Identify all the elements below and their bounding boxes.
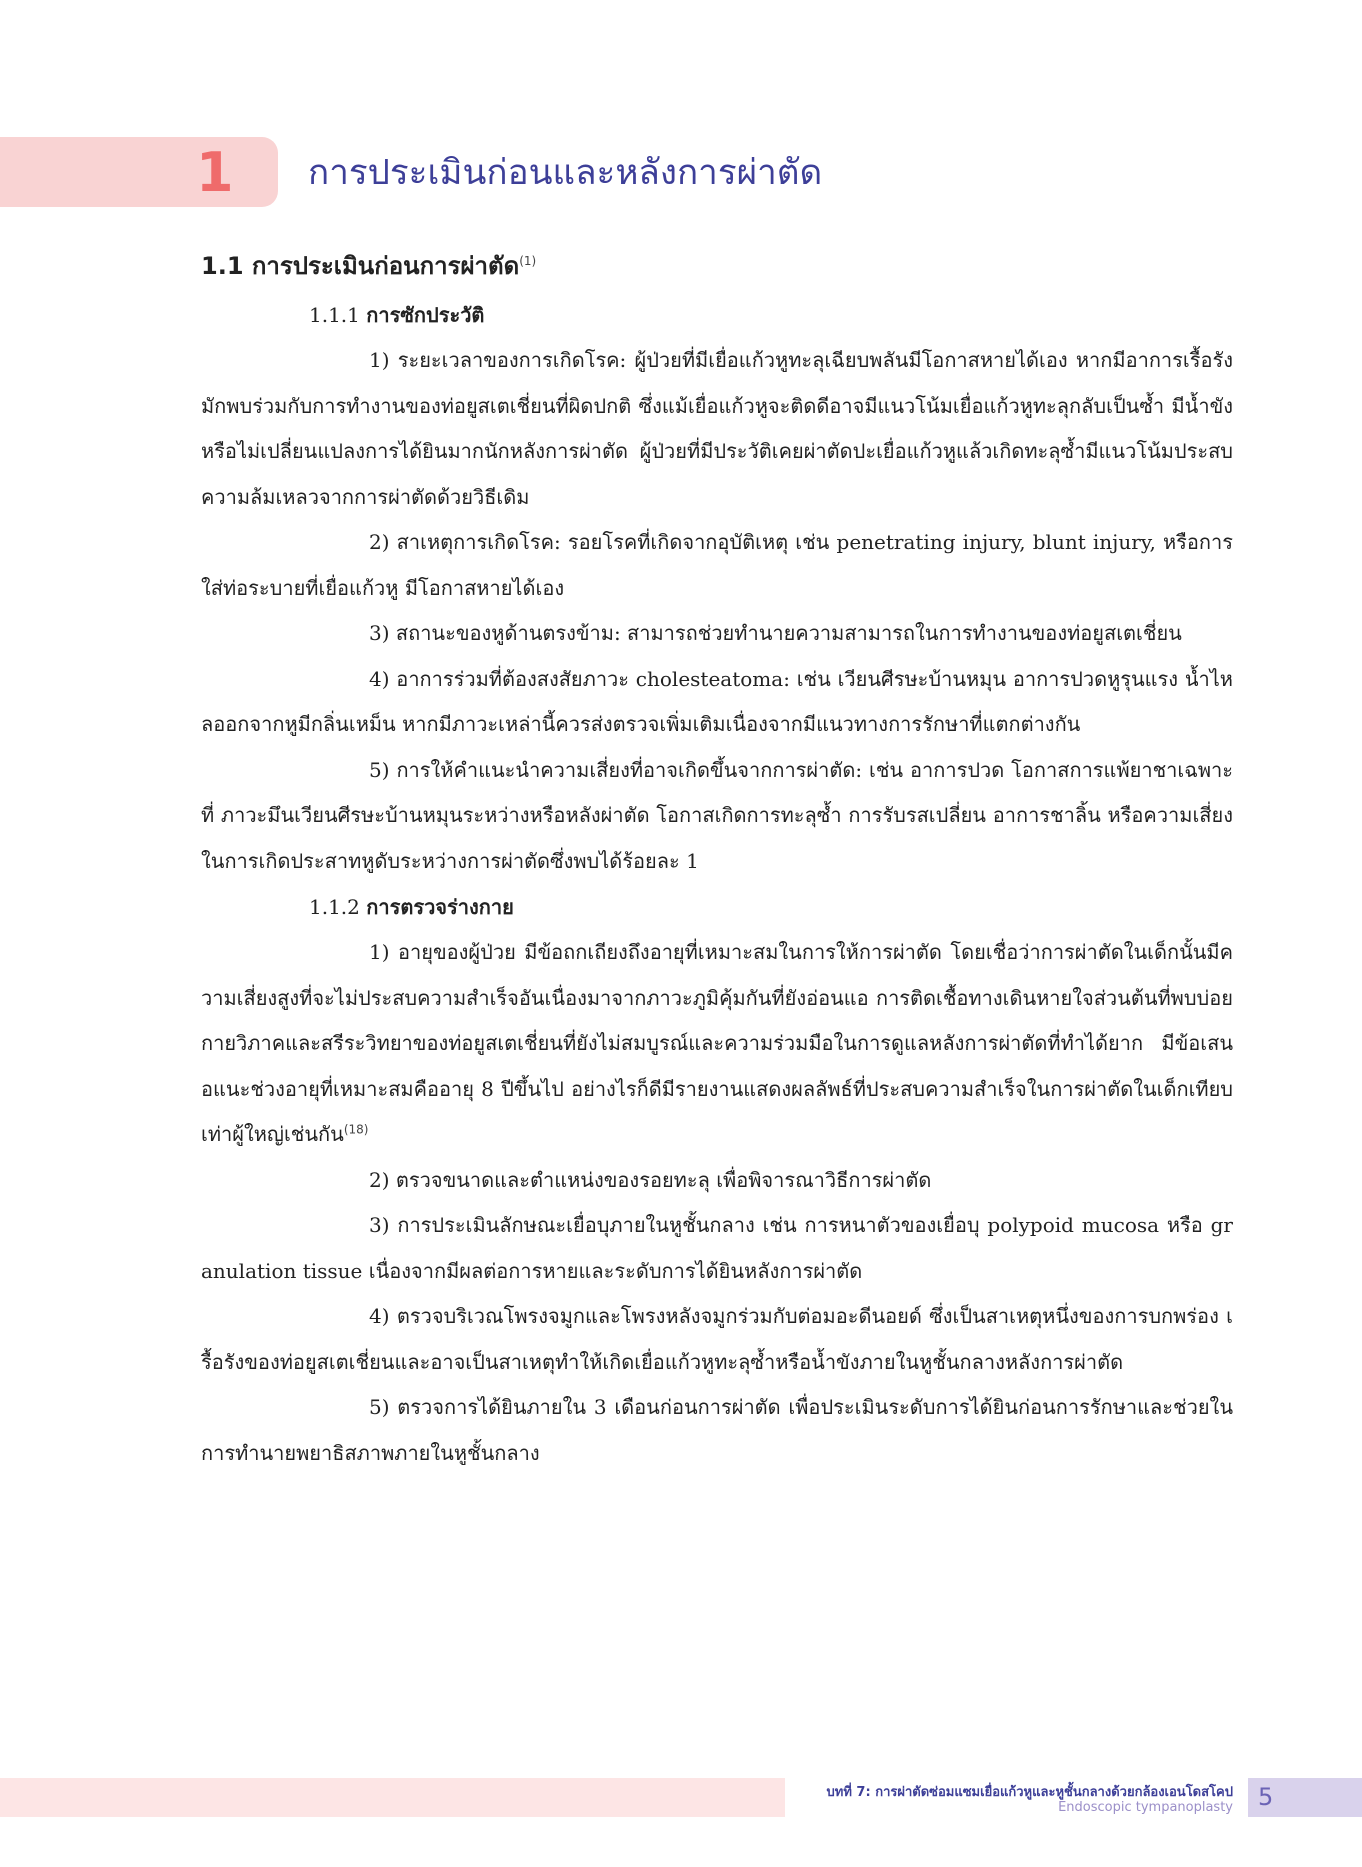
- footer-chapter-title: [827, 1781, 1234, 1802]
- history-item-2: 2) สาเหตุการเกิดโรค: รอยโรคที่เกิดจากอุบัติเหตุ เช่น penetrating injury, blunt injury, หรือการใส่ท่อระบายที่เยื่อแก้วหู มีโอกาสหายได้เอง: [201, 530, 1233, 600]
- chapter-title: การประเมินก่อนและหลังการผ่าตัด: [308, 153, 823, 193]
- exam-item-5: 5) ตรวจการได้ยินภายใน 3 เดือนก่อนการผ่าตัด เพื่อประเมินระดับการได้ยินก่อนการรักษาและช่วยในการทำนายพยาธิสภาพภายในหูชั้นกลาง: [201, 1395, 1233, 1465]
- history-item-4: 4) อาการร่วมที่ต้องสงสัยภาวะ cholesteatoma: เช่น เวียนศีรษะบ้านหมุน อาการปวดหูรุนแรง น้ำไหลออกจากหูมีกลิ่นเหม็น หากมีภาวะเหล่านี้ควรส่งตรวจเพิ่มเติมเนื่องจากมีแนวทางการรักษาที่แตกต่างกัน: [201, 666, 1233, 736]
- page-number: 5: [1258, 1783, 1274, 1811]
- chapter-number: 1: [196, 141, 234, 204]
- section-reference: (1): [519, 254, 537, 268]
- history-item-1: 1) ระยะเวลาของการเกิดโรค: ผู้ป่วยที่มีเยื่อแก้วหูทะลุเฉียบพลันมีโอกาสหายได้เอง หากมีอาการเรื้อรังมักพบร่วมกับการทำงานของท่อยูสเตเชี่ยนที่ผิดปกติ ซึ่งแม้เยื่อแก้วหูจะติดดีอาจมีแนวโน้มเยื่อแก้วหูทะลุกลับเป็นซ้ำ มีน้ำขัง หรือไม่เปลี่ยนแปลงการได้ยินมากนักหลังการผ่าตัด ผู้ป่วยที่มีประวัติเคยผ่าตัดปะเยื่อแก้วหูแล้วเกิดทะลุซ้ำมีแนวโน้มประสบความล้มเหลวจากการผ่าตัดด้วยวิธีเดิม: [201, 348, 1233, 509]
- footer-subtitle: Endoscopic tympanoplasty: [1058, 1800, 1233, 1815]
- main-content: [201, 240, 1233, 1476]
- exam-item-1: [201, 930, 1233, 1158]
- section-title: 1.1 การประเมินก่อนการผ่าตัด: [201, 252, 520, 280]
- subsection-number: 1.1.2: [309, 895, 360, 919]
- exam-item-3: 3) การประเมินลักษณะเยื่อบุภายในหูชั้นกลาง เช่น การหนาตัวของเยื่อบุ polypoid mucosa หรือ granulation tissue เนื่องจากมีผลต่อการหายและระดับการได้ยินหลังการผ่าตัด: [201, 1213, 1233, 1283]
- exam-item-1-text: 1) อายุของผู้ป่วย มีข้อถกเถียงถึงอายุที่เหมาะสมในการให้การผ่าตัด โดยเชื่อว่าการผ่าตัดในเด็กนั้นมีความเสี่ยงสูงที่จะไม่ประสบความสำเร็จอันเนื่องมาจากภาวะภูมิคุ้มกันที่ยังอ่อนแอ การติดเชื้อทางเดินหายใจส่วนต้นที่พบบ่อย กายวิภาคและสรีระวิทยาของท่อยูสเตเชี่ยนที่ยังไม่สมบูรณ์และความร่วมมือในการดูแลหลังการผ่าตัดที่ทำได้ยาก มีข้อเสนอแนะช่วงอายุที่เหมาะสมคืออายุ 8 ปีขึ้นไป อย่างไรก็ดีมีรายงานแสดงผลลัพธ์ที่ประสบความสำเร็จในการผ่าตัดในเด็กเทียบเท่าผู้ใหญ่เช่นกัน: [201, 940, 1233, 1146]
- subsection-title: การตรวจร่างกาย: [366, 895, 514, 919]
- footer-band: [0, 1778, 785, 1817]
- footer-chapter-label: บทที่ 7:: [826, 1785, 871, 1800]
- history-item-5: 5) การให้คำแนะนำความเสี่ยงที่อาจเกิดขึ้นจากการผ่าตัด: เช่น อาการปวด โอกาสการแพ้ยาชาเฉพาะที่ ภาวะมึนเวียนศีรษะบ้านหมุนระหว่างหรือหลังผ่าตัด โอกาสเกิดการทะลุซ้ำ การรับรสเปลี่ยน อาการชาลิ้น หรือความเสี่ยงในการเกิดประสาทหูดับระหว่างการผ่าตัดซึ่งพบได้ร้อยละ 1: [201, 757, 1233, 873]
- subsection-heading-exam: [201, 884, 1233, 930]
- exam-item-4: 4) ตรวจบริเวณโพรงจมูกและโพรงหลังจมูกร่วมกับต่อมอะดีนอยด์ ซึ่งเป็นสาเหตุหนึ่งของการบกพร่อง เรื้อรังของท่อยูสเตเชี่ยนและอาจเป็นสาเหตุทำให้เกิดเยื่อแก้วหูทะลุซ้ำหรือน้ำขังภายในหูชั้นกลางหลังการผ่าตัด: [201, 1304, 1233, 1374]
- section-heading: [201, 240, 1233, 292]
- exam-item-1-reference: (18): [343, 1122, 369, 1137]
- history-item-3: 3) สถานะของหูด้านตรงข้าม: สามารถช่วยทำนายความสามารถในการทำงานของท่อยูสเตเชี่ยน: [369, 621, 1182, 645]
- subsection-title: การซักประวัติ: [366, 303, 485, 327]
- footer-chapter-name: การผ่าตัดซ่อมแซมเยื่อแก้วหูและหูชั้นกลางด้วยกล้องเอนโดสโคป: [875, 1785, 1233, 1800]
- exam-item-2: 2) ตรวจขนาดและตำแหน่งของรอยทะลุ เพื่อพิจารณาวิธีการผ่าตัด: [369, 1167, 932, 1192]
- chapter-band: [0, 137, 278, 207]
- subsection-number: 1.1.1: [309, 303, 360, 327]
- subsection-heading-history: [201, 292, 1233, 338]
